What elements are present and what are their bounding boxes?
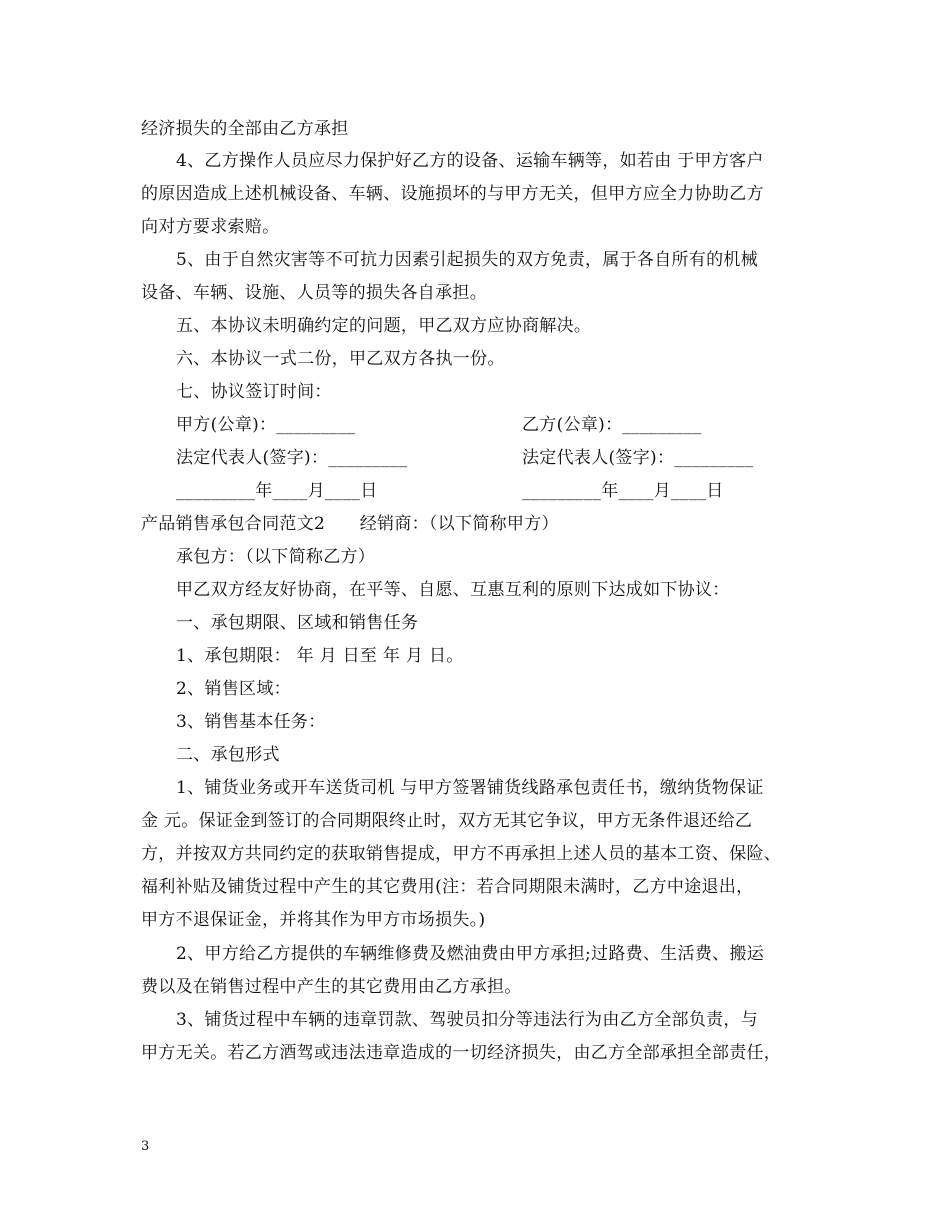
text-line: 经济损失的全部由乙方承担 bbox=[141, 119, 349, 139]
text-line: 2、销售区域： bbox=[176, 679, 291, 699]
section-title: 产品销售承包合同范文2 经销商：（以下简称甲方） bbox=[141, 514, 559, 534]
text-line: 3、铺货过程中车辆的违章罚款、驾驶员扣分等违法行为由乙方全部负责，与 bbox=[176, 1010, 759, 1030]
text-line: 1、承包期限： 年 月 日至 年 月 日。 bbox=[176, 646, 464, 666]
text-line: 六、本协议一式二份，甲乙双方各执一份。 bbox=[176, 349, 505, 369]
text-line: 五、本协议未明确约定的问题，甲乙双方应协商解决。 bbox=[176, 316, 592, 336]
text-line: 甲方无关。若乙方酒驾或违法违章造成的一切经济损失，由乙方全部承担全部责任， bbox=[141, 1043, 782, 1063]
text-line: 向对方要求索赔。 bbox=[141, 217, 280, 237]
party-b-representative: 法定代表人(签字)：_________ bbox=[522, 448, 754, 468]
text-line: 甲方不退保证金，并将其作为甲方市场损失。) bbox=[141, 910, 486, 930]
text-line: 福利补贴及铺货过程中产生的其它费用(注：若合同期限未满时，乙方中途退出， bbox=[141, 877, 754, 897]
party-b-date: _________年____月____日 bbox=[522, 481, 724, 501]
party-a-date: _________年____月____日 bbox=[176, 481, 378, 501]
text-line: 2、甲方给乙方提供的车辆维修费及燃油费由甲方承担;过路费、生活费、搬运 bbox=[176, 944, 765, 964]
text-line: 甲乙双方经友好协商，在平等、自愿、互惠互利的原则下达成如下协议： bbox=[176, 580, 730, 600]
text-line: 方，并按双方共同约定的获取销售提成，甲方不再承担上述人员的基本工资、保险、 bbox=[141, 844, 782, 864]
page-number: 3 bbox=[141, 1139, 150, 1154]
text-line: 承包方：（以下简称乙方） bbox=[176, 547, 376, 567]
party-a-seal: 甲方(公章)：_________ bbox=[176, 415, 356, 435]
text-line: 金 元。保证金到签订的合同期限终止时，双方无其它争议，甲方无条件退还给乙 bbox=[141, 811, 753, 831]
party-b-seal: 乙方(公章)：_________ bbox=[522, 415, 702, 435]
party-a-representative: 法定代表人(签字)：_________ bbox=[176, 448, 408, 468]
text-line: 5、由于自然灾害等不可抗力因素引起损失的双方免责，属于各自所有的机械 bbox=[176, 250, 759, 270]
text-line: 二、承包形式 bbox=[176, 745, 280, 765]
text-line: 的原因造成上述机械设备、车辆、设施损坏的与甲方无关，但甲方应全力协助乙方 bbox=[141, 184, 764, 204]
text-line: 1、铺货业务或开车送货司机 与甲方签署铺货线路承包责任书，缴纳货物保证 bbox=[176, 778, 764, 798]
text-line: 4、乙方操作人员应尽力保护好乙方的设备、运输车辆等，如若由 于甲方客户 bbox=[176, 151, 764, 171]
text-line: 一、承包期限、区域和销售任务 bbox=[176, 613, 419, 633]
text-line: 费以及在销售过程中产生的其它费用由乙方承担。 bbox=[141, 977, 522, 997]
text-line: 七、协议签订时间： bbox=[176, 382, 332, 402]
text-line: 设备、车辆、设施、人员等的损失各自承担。 bbox=[141, 283, 487, 303]
text-line: 3、销售基本任务： bbox=[176, 712, 326, 732]
